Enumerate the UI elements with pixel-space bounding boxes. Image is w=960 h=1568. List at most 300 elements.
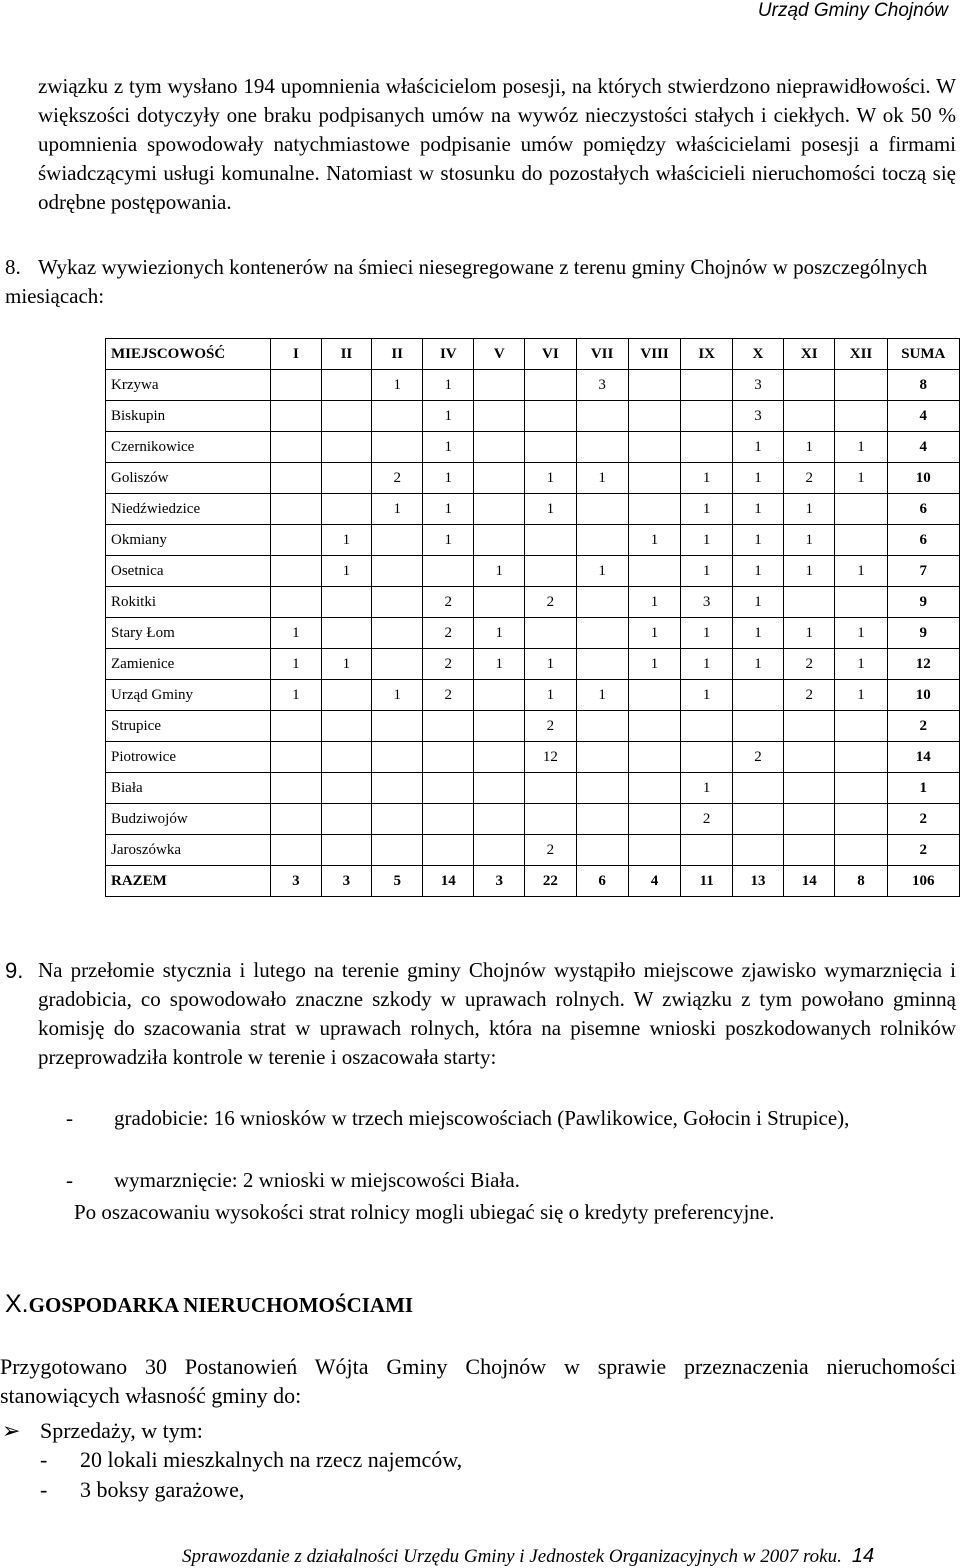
month-cell	[835, 370, 887, 401]
month-cell	[525, 804, 576, 835]
month-cell: 2	[525, 835, 576, 866]
month-cell: 1	[628, 618, 681, 649]
month-cell	[576, 494, 628, 525]
month-cell	[321, 835, 372, 866]
month-cell	[576, 804, 628, 835]
location-cell: Krzywa	[106, 370, 271, 401]
month-cell	[474, 370, 525, 401]
month-cell	[321, 711, 372, 742]
arrow-bullet-icon: ➢	[2, 1418, 21, 1443]
month-cell	[681, 432, 732, 463]
month-cell	[784, 835, 835, 866]
sum-cell: 9	[887, 587, 959, 618]
month-cell	[271, 556, 321, 587]
month-cell: 1	[525, 494, 576, 525]
month-cell: 1	[732, 494, 783, 525]
table-header-row	[106, 339, 960, 370]
month-cell	[474, 742, 525, 773]
sum-cell: 1	[887, 773, 959, 804]
month-cell: 2	[784, 649, 835, 680]
month-cell	[372, 618, 423, 649]
table-row	[106, 742, 960, 773]
month-cell: 12	[525, 742, 576, 773]
month-cell	[835, 773, 887, 804]
month-cell	[474, 711, 525, 742]
month-cell	[628, 556, 681, 587]
month-cell: 1	[784, 556, 835, 587]
month-cell: 11	[681, 866, 732, 897]
month-cell	[835, 804, 887, 835]
month-cell	[271, 494, 321, 525]
month-cell	[784, 773, 835, 804]
month-cell: 1	[423, 463, 474, 494]
sum-cell: 4	[887, 432, 959, 463]
month-cell	[628, 835, 681, 866]
month-cell: 14	[423, 866, 474, 897]
month-cell: 1	[835, 618, 887, 649]
month-cell: 3	[732, 401, 783, 432]
month-cell	[372, 649, 423, 680]
month-cell: 1	[732, 463, 783, 494]
containers-table	[105, 338, 960, 897]
month-cell	[784, 587, 835, 618]
sum-cell: 2	[887, 835, 959, 866]
month-cell	[525, 370, 576, 401]
month-cell	[732, 804, 783, 835]
month-cell	[271, 835, 321, 866]
sum-cell: 6	[887, 525, 959, 556]
month-cell: 3	[321, 866, 372, 897]
month-cell	[321, 432, 372, 463]
month-cell	[681, 401, 732, 432]
table-row	[106, 587, 960, 618]
month-cell: 1	[271, 618, 321, 649]
page-footer	[182, 1545, 874, 1568]
month-cell	[474, 494, 525, 525]
sum-cell: 7	[887, 556, 959, 587]
month-cell: 2	[525, 711, 576, 742]
month-cell: 1	[525, 463, 576, 494]
month-cell	[271, 711, 321, 742]
month-cell	[835, 835, 887, 866]
month-cell: 2	[372, 463, 423, 494]
list-dash: -	[40, 1447, 48, 1472]
month-cell: 1	[732, 556, 783, 587]
month-cell	[628, 804, 681, 835]
month-cell	[732, 680, 783, 711]
sum-cell: SUMA	[887, 339, 959, 370]
month-cell	[732, 773, 783, 804]
table-row	[106, 525, 960, 556]
month-cell: 1	[576, 680, 628, 711]
month-cell: 13	[732, 866, 783, 897]
month-cell	[628, 432, 681, 463]
month-cell	[681, 370, 732, 401]
paragraph-top: związku z tym wysłano 194 upomnienia właścicielom posesji, na których stwierdzono nieprawidłowości. W większości dotyczyły one braku podpisanych umów na wywóz nieczystości stałych i ciekłych. W ok 50 % upomnienia spowodowały natychmiastowe podpisanie umów pomiędzy właścicielami posesji a firmami świadczącymi usługi komunalne. Natomiast w stosunku do pozostałych właścicieli nieruchomości toczą się odrębne postępowania.	[38, 74, 956, 214]
month-cell	[474, 773, 525, 804]
section-intro: Przygotowano 30 Postanowień Wójta Gminy Chojnów w sprawie przeznaczenia nieruchomości stanowiących własność gminy do:	[0, 1354, 956, 1408]
month-cell	[681, 711, 732, 742]
month-cell	[372, 432, 423, 463]
month-cell	[321, 773, 372, 804]
month-cell	[321, 401, 372, 432]
location-cell: Czernikowice	[106, 432, 271, 463]
location-cell: Urząd Gminy	[106, 680, 271, 711]
month-cell	[835, 401, 887, 432]
month-cell: 2	[525, 587, 576, 618]
month-cell: 1	[681, 556, 732, 587]
sum-cell: 14	[887, 742, 959, 773]
month-cell: 3	[474, 866, 525, 897]
section-heading	[5, 1290, 413, 1319]
month-cell	[321, 742, 372, 773]
sublist-item-text: 3 boksy garażowe,	[80, 1477, 245, 1502]
month-cell	[321, 680, 372, 711]
item-8-text: Wykaz wywiezionych kontenerów na śmieci niesegregowane z terenu gminy Chojnów w poszczególnych miesiącach:	[5, 255, 928, 308]
location-cell: Strupice	[106, 711, 271, 742]
sum-cell: 10	[887, 680, 959, 711]
sum-cell: 6	[887, 494, 959, 525]
bullet-item	[2, 1416, 203, 1445]
month-cell: 1	[423, 370, 474, 401]
month-cell: VIII	[628, 339, 681, 370]
month-cell: V	[474, 339, 525, 370]
month-cell: 1	[271, 680, 321, 711]
month-cell: 1	[576, 556, 628, 587]
month-cell: 2	[423, 680, 474, 711]
bullet-text: Sprzedaży, w tym:	[40, 1418, 203, 1443]
month-cell: I	[271, 339, 321, 370]
sum-cell: 4	[887, 401, 959, 432]
month-cell	[525, 556, 576, 587]
month-cell: 1	[423, 401, 474, 432]
month-cell	[271, 773, 321, 804]
month-cell: 1	[628, 525, 681, 556]
month-cell	[372, 525, 423, 556]
month-cell	[835, 494, 887, 525]
location-cell: Osetnica	[106, 556, 271, 587]
month-cell	[628, 773, 681, 804]
month-cell	[372, 556, 423, 587]
month-cell	[525, 401, 576, 432]
item-8	[5, 253, 956, 311]
month-cell: 1	[681, 463, 732, 494]
month-cell: 2	[423, 649, 474, 680]
month-cell	[732, 835, 783, 866]
month-cell: VI	[525, 339, 576, 370]
month-cell	[474, 835, 525, 866]
month-cell	[474, 463, 525, 494]
month-cell: 2	[681, 804, 732, 835]
month-cell	[784, 742, 835, 773]
month-cell	[423, 742, 474, 773]
month-cell	[576, 773, 628, 804]
month-cell	[628, 680, 681, 711]
location-cell: Zamienice	[106, 649, 271, 680]
footer-text: Sprawozdanie z działalności Urzędu Gminy i Jednostek Organizacyjnych w 2007 roku.	[182, 1546, 842, 1567]
month-cell: 1	[835, 680, 887, 711]
month-cell: II	[321, 339, 372, 370]
month-cell: 1	[474, 556, 525, 587]
month-cell: 1	[732, 649, 783, 680]
month-cell: 14	[784, 866, 835, 897]
location-cell: Biała	[106, 773, 271, 804]
sublist-item	[40, 1475, 244, 1504]
table-row	[106, 401, 960, 432]
table-row	[106, 835, 960, 866]
list-dash: -	[66, 1168, 73, 1192]
month-cell	[474, 401, 525, 432]
month-cell: 3	[681, 587, 732, 618]
month-cell: 1	[681, 618, 732, 649]
sublist-item	[40, 1445, 462, 1474]
month-cell: XI	[784, 339, 835, 370]
month-cell	[474, 587, 525, 618]
sum-cell: 8	[887, 370, 959, 401]
month-cell	[628, 463, 681, 494]
list-dash: -	[40, 1477, 48, 1502]
list-item-text: wymarznięcie: 2 wnioski w miejscowości Biała.	[114, 1168, 520, 1192]
location-cell: Niedźwiedzice	[106, 494, 271, 525]
month-cell	[271, 432, 321, 463]
list-dash: -	[66, 1106, 73, 1130]
month-cell: 2	[784, 680, 835, 711]
month-cell	[576, 711, 628, 742]
month-cell: 1	[474, 618, 525, 649]
table-row	[106, 680, 960, 711]
month-cell: 1	[474, 649, 525, 680]
list-item	[66, 1104, 956, 1133]
month-cell	[423, 835, 474, 866]
location-cell: Piotrowice	[106, 742, 271, 773]
table-row	[106, 804, 960, 835]
item-9-conclusion: Po oszacowaniu wysokości strat rolnicy mogli ubiegać się o kredyty preferencyjne.	[74, 1200, 775, 1224]
table-row	[106, 494, 960, 525]
month-cell	[681, 742, 732, 773]
month-cell	[784, 401, 835, 432]
month-cell	[271, 401, 321, 432]
month-cell	[576, 649, 628, 680]
month-cell	[271, 587, 321, 618]
month-cell: 1	[681, 680, 732, 711]
month-cell	[271, 525, 321, 556]
month-cell: 1	[628, 587, 681, 618]
month-cell: 6	[576, 866, 628, 897]
month-cell: 1	[784, 432, 835, 463]
month-cell	[423, 556, 474, 587]
sum-cell: 2	[887, 804, 959, 835]
month-cell	[681, 835, 732, 866]
month-cell: 1	[681, 649, 732, 680]
month-cell: 1	[628, 649, 681, 680]
sum-cell: 9	[887, 618, 959, 649]
month-cell	[525, 525, 576, 556]
month-cell: 1	[372, 680, 423, 711]
table-row	[106, 370, 960, 401]
month-cell: 5	[372, 866, 423, 897]
month-cell	[576, 401, 628, 432]
month-cell: 1	[784, 525, 835, 556]
month-cell: 1	[423, 432, 474, 463]
location-cell: Jaroszówka	[106, 835, 271, 866]
month-cell	[628, 370, 681, 401]
sum-cell: 12	[887, 649, 959, 680]
item-9-text: Na przełomie stycznia i lutego na terenie gminy Chojnów wystąpiło miejscowe zjawisko wymarznięcia i gradobicia, co spowodowało znaczne szkody w uprawach rolnych. W związku z tym powołano gminną komisję do szacowania strat w uprawach rolnych, która na pisemne wnioski poszkodowanych rolników przeprowadziła kontrole w terenie i oszacowała starty:	[38, 958, 956, 1069]
month-cell: 1	[321, 649, 372, 680]
month-cell	[784, 370, 835, 401]
month-cell: 8	[835, 866, 887, 897]
month-cell: 1	[576, 463, 628, 494]
month-cell: 4	[628, 866, 681, 897]
month-cell: 1	[423, 494, 474, 525]
item-8-number: 8.	[5, 255, 21, 279]
month-cell: VII	[576, 339, 628, 370]
month-cell	[321, 618, 372, 649]
month-cell: 2	[784, 463, 835, 494]
month-cell: X	[732, 339, 783, 370]
month-cell: 1	[835, 463, 887, 494]
month-cell: 2	[423, 618, 474, 649]
location-cell: Rokitki	[106, 587, 271, 618]
table-total-row	[106, 866, 960, 897]
month-cell: II	[372, 339, 423, 370]
month-cell	[576, 618, 628, 649]
month-cell	[423, 711, 474, 742]
month-cell	[372, 401, 423, 432]
month-cell: 1	[372, 370, 423, 401]
location-cell: Okmiany	[106, 525, 271, 556]
month-cell: 2	[423, 587, 474, 618]
month-cell	[835, 587, 887, 618]
month-cell: 3	[732, 370, 783, 401]
month-cell	[732, 711, 783, 742]
table-row	[106, 432, 960, 463]
table-row	[106, 618, 960, 649]
month-cell: 1	[321, 525, 372, 556]
month-cell: IV	[423, 339, 474, 370]
month-cell: 1	[835, 432, 887, 463]
month-cell: 1	[321, 556, 372, 587]
month-cell	[321, 494, 372, 525]
month-cell: 1	[732, 525, 783, 556]
month-cell	[576, 742, 628, 773]
month-cell	[628, 742, 681, 773]
month-cell	[628, 711, 681, 742]
month-cell: 1	[681, 494, 732, 525]
month-cell	[423, 773, 474, 804]
month-cell	[372, 804, 423, 835]
item-9	[5, 956, 956, 1072]
month-cell	[321, 463, 372, 494]
month-cell: 1	[732, 432, 783, 463]
month-cell: 1	[681, 525, 732, 556]
month-cell: 1	[732, 618, 783, 649]
month-cell	[576, 525, 628, 556]
month-cell	[372, 835, 423, 866]
month-cell: 1	[732, 587, 783, 618]
location-cell: Stary Łom	[106, 618, 271, 649]
month-cell	[784, 711, 835, 742]
month-cell: 3	[271, 866, 321, 897]
month-cell	[372, 773, 423, 804]
table-row	[106, 649, 960, 680]
month-cell	[271, 370, 321, 401]
list-item	[66, 1166, 956, 1195]
month-cell: 1	[423, 525, 474, 556]
location-cell: RAZEM	[106, 866, 271, 897]
month-cell	[474, 804, 525, 835]
page-header: Urząd Gminy Chojnów	[757, 0, 948, 21]
month-cell: XII	[835, 339, 887, 370]
month-cell	[474, 680, 525, 711]
location-cell: MIEJSCOWOŚĆ	[106, 339, 271, 370]
month-cell	[576, 835, 628, 866]
month-cell	[784, 804, 835, 835]
month-cell	[525, 432, 576, 463]
list-item-text: gradobicie: 16 wniosków w trzech miejscowościach (Pawlikowice, Gołocin i Strupice),	[114, 1106, 850, 1130]
month-cell	[835, 525, 887, 556]
month-cell: 1	[525, 680, 576, 711]
month-cell: 1	[372, 494, 423, 525]
month-cell	[372, 587, 423, 618]
month-cell	[271, 804, 321, 835]
month-cell	[525, 773, 576, 804]
month-cell	[321, 370, 372, 401]
location-cell: Biskupin	[106, 401, 271, 432]
month-cell: 1	[835, 649, 887, 680]
page-number: 14	[851, 1545, 875, 1567]
month-cell	[835, 711, 887, 742]
month-cell	[372, 742, 423, 773]
month-cell	[321, 587, 372, 618]
month-cell: 1	[681, 773, 732, 804]
month-cell: 1	[271, 649, 321, 680]
month-cell	[372, 711, 423, 742]
month-cell: 1	[835, 556, 887, 587]
month-cell	[576, 432, 628, 463]
section-title: GOSPODARKA NIERUCHOMOŚCIAMI	[28, 1293, 414, 1317]
sum-cell: 2	[887, 711, 959, 742]
table-row	[106, 711, 960, 742]
month-cell	[576, 587, 628, 618]
month-cell	[271, 463, 321, 494]
sum-cell: 10	[887, 463, 959, 494]
month-cell: 1	[784, 618, 835, 649]
month-cell	[628, 494, 681, 525]
month-cell: 2	[732, 742, 783, 773]
month-cell	[525, 618, 576, 649]
table-row	[106, 463, 960, 494]
section-number: X.	[5, 1290, 29, 1318]
month-cell: 3	[576, 370, 628, 401]
month-cell: 1	[784, 494, 835, 525]
month-cell	[474, 432, 525, 463]
item-9-number: 9.	[5, 958, 24, 983]
sublist-item-text: 20 lokali mieszkalnych na rzecz najemców,	[80, 1447, 463, 1472]
table-row	[106, 556, 960, 587]
month-cell	[628, 401, 681, 432]
location-cell: Budziwojów	[106, 804, 271, 835]
month-cell	[474, 525, 525, 556]
month-cell: IX	[681, 339, 732, 370]
month-cell: 22	[525, 866, 576, 897]
sum-cell: 106	[887, 866, 959, 897]
month-cell	[321, 804, 372, 835]
month-cell	[271, 742, 321, 773]
month-cell	[423, 804, 474, 835]
month-cell	[835, 742, 887, 773]
location-cell: Goliszów	[106, 463, 271, 494]
